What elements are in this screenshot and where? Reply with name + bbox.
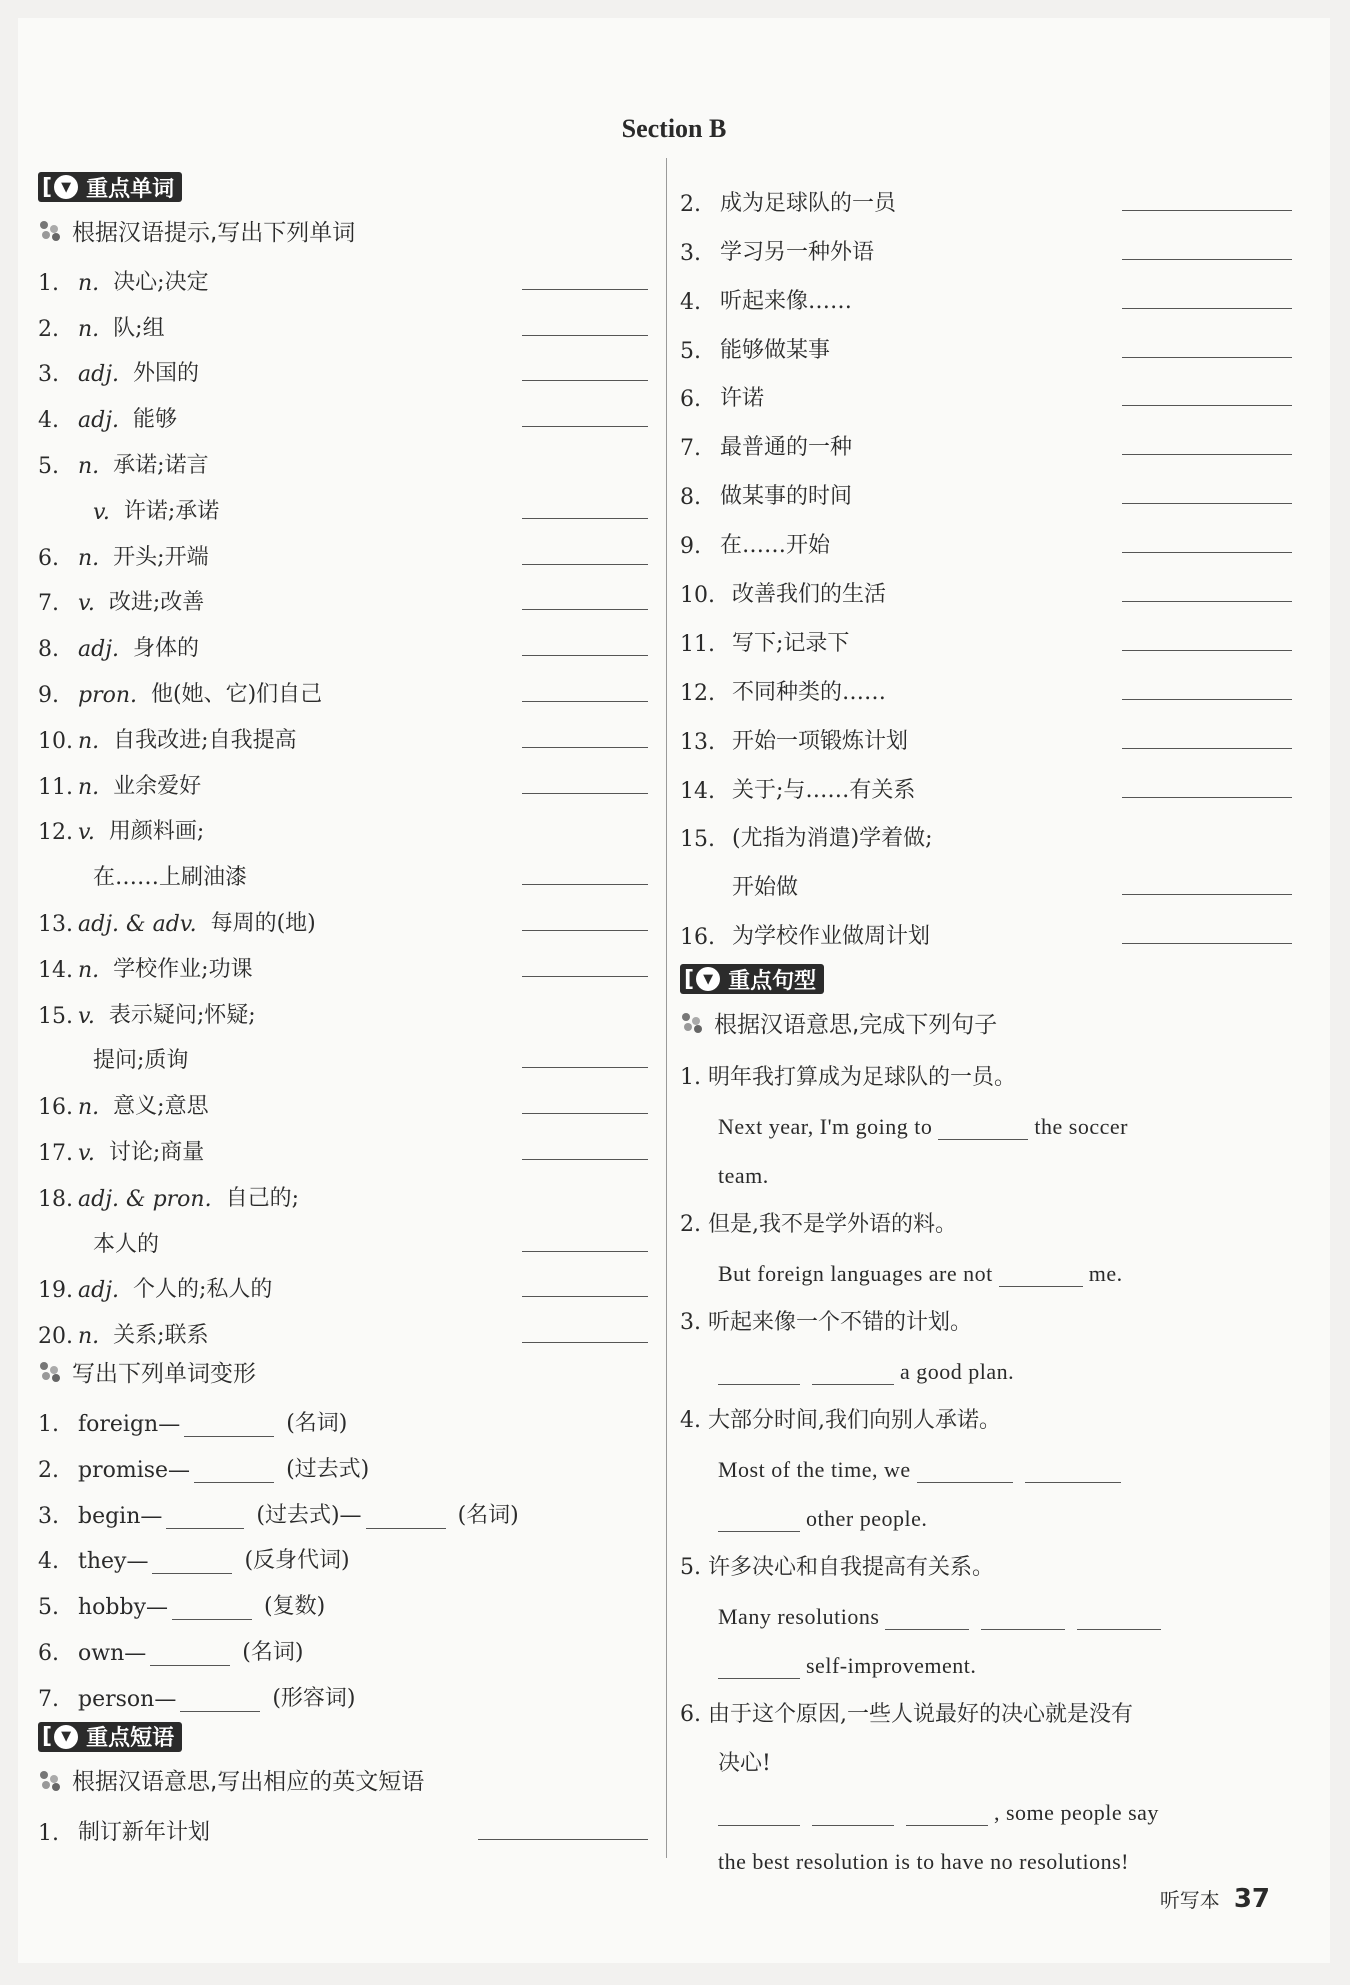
answer-blank[interactable] <box>522 1251 648 1252</box>
phrase-item <box>680 461 1292 510</box>
phrase-meaning: 听起来像…… <box>720 288 853 314</box>
column-divider <box>666 158 667 1858</box>
form-hint: (名词) <box>457 1502 519 1528</box>
answer-blank[interactable] <box>522 1342 648 1343</box>
answer-blank[interactable] <box>366 1504 446 1529</box>
sentence-3-english: a good plan. <box>680 1336 1292 1385</box>
item-number: 8. <box>680 485 701 511</box>
item-number: 1. <box>38 270 59 296</box>
phrase-item <box>680 559 1292 608</box>
answer-blank[interactable] <box>981 1605 1065 1630</box>
phrase-item: 1. 制订新年计划 <box>38 1800 648 1846</box>
word-item <box>38 250 648 296</box>
answer-blank[interactable] <box>522 609 648 610</box>
item-number: 2. <box>38 316 59 342</box>
item-number: 14. <box>38 957 73 983</box>
answer-blank[interactable] <box>917 1458 1013 1483</box>
word-item <box>38 1166 648 1212</box>
sentence-1-english: Next year, I'm going to the soccer <box>718 1114 1128 1140</box>
word-item <box>38 983 648 1029</box>
word-item <box>38 479 648 525</box>
answer-blank[interactable] <box>522 884 648 885</box>
form-hint: (过去式) <box>286 1456 370 1482</box>
phrase-item <box>680 412 1292 461</box>
left-column <box>38 168 648 1846</box>
item-number: 4. <box>38 1549 59 1575</box>
part-of-speech: n. <box>78 774 100 800</box>
sentence-6-chinese-cont: 决心! <box>718 1751 771 1777</box>
item-number: 9. <box>38 682 59 708</box>
answer-blank[interactable] <box>522 564 648 565</box>
bracket-icon: [ <box>42 174 53 200</box>
forms-list <box>38 1391 648 1712</box>
word-item <box>38 708 648 754</box>
answer-blank[interactable] <box>1122 308 1292 309</box>
word-meaning: 他(她、它)们自己 <box>151 681 323 707</box>
word-item <box>38 571 648 617</box>
part-of-speech: v. <box>78 1140 95 1166</box>
phrase-item <box>680 804 1292 853</box>
word-item <box>38 433 648 479</box>
answer-blank[interactable] <box>522 1296 648 1297</box>
page-footer: 听写本 37 <box>1159 1884 1270 1914</box>
sentence-5-english: Many resolutions <box>680 1581 1292 1630</box>
bracket-icon: [ <box>684 966 695 992</box>
part-of-speech: adj. <box>78 1278 120 1304</box>
instruction-forms: 写出下列单词变形 <box>38 1351 648 1391</box>
item-number: 3. <box>680 240 701 266</box>
bracket-icon: [ <box>42 1724 53 1750</box>
sentence-1-english-cont: team. <box>718 1163 769 1189</box>
word-meaning: 表示疑问;怀疑; <box>108 1002 256 1028</box>
form-hint: (名词) <box>286 1410 348 1436</box>
word-meaning: 在……上刷油漆 <box>93 865 248 891</box>
item-number: 8. <box>38 637 59 663</box>
base-word: promise— <box>78 1457 191 1483</box>
part-of-speech: n. <box>78 453 100 479</box>
answer-blank[interactable] <box>522 518 648 519</box>
instruction-words: 根据汉语提示,写出下列单词 <box>38 210 648 250</box>
word-item <box>38 754 648 800</box>
answer-blank[interactable] <box>522 747 648 748</box>
word-item <box>38 296 648 342</box>
item-number: 5. <box>680 338 701 364</box>
phrase-item <box>680 364 1292 413</box>
answer-blank[interactable] <box>718 1507 800 1532</box>
word-item <box>38 1074 648 1120</box>
word-meaning: 自己的; <box>225 1185 300 1211</box>
answer-blank[interactable] <box>194 1458 274 1483</box>
answer-blank[interactable] <box>1122 699 1292 700</box>
word-form-item <box>38 1666 648 1712</box>
right-column <box>680 168 1292 1875</box>
answer-blank[interactable] <box>1122 797 1292 798</box>
answer-blank[interactable] <box>522 1067 648 1068</box>
answer-blank[interactable] <box>184 1412 274 1437</box>
phrase-meaning: 关于;与……有关系 <box>732 777 916 803</box>
answer-blank[interactable] <box>152 1549 232 1574</box>
word-item <box>38 662 648 708</box>
item-number: 1. <box>38 1411 59 1437</box>
item-number: 2. <box>38 1457 59 1483</box>
word-meaning: 本人的 <box>93 1231 160 1257</box>
word-meaning: 开头;开端 <box>113 544 209 570</box>
word-meaning: 业余爱好 <box>113 773 202 799</box>
word-item <box>38 1120 648 1166</box>
sentence-6-english-cont: the best resolution is to have no resolutions! <box>718 1849 1129 1875</box>
phrase-meaning: 许诺 <box>720 386 765 412</box>
answer-blank[interactable] <box>812 1801 894 1826</box>
sentence-5-chinese: 5. 许多决心和自我提高有关系。 <box>680 1555 994 1581</box>
form-hint: (复数) <box>264 1594 326 1620</box>
phrase-item <box>680 755 1292 804</box>
answer-blank[interactable] <box>180 1687 260 1712</box>
instruction-phrases: 根据汉语意思,写出相应的英文短语 <box>38 1760 648 1800</box>
phrase-meaning: 能够做某事 <box>720 337 831 363</box>
part-of-speech: n. <box>78 545 100 571</box>
sentence-1-chinese: 1. 明年我打算成为足球队的一员。 <box>680 1065 1016 1091</box>
item-number: 3. <box>38 1503 59 1529</box>
phrase-item <box>680 852 1292 901</box>
answer-blank[interactable] <box>522 793 648 794</box>
badge-key-sentences: [ ▼ 重点句型 <box>680 964 824 994</box>
answer-blank[interactable] <box>522 1113 648 1114</box>
item-number: 15. <box>38 1003 73 1029</box>
phrase-item <box>680 706 1292 755</box>
sentence-2-english: But foreign languages are not me. <box>718 1261 1123 1287</box>
word-item <box>38 616 648 662</box>
words-list <box>38 250 648 1349</box>
item-number: 14. <box>680 778 715 804</box>
part-of-speech: pron. <box>78 682 138 708</box>
item-number: 16. <box>680 925 715 951</box>
dots-icon <box>38 1360 64 1382</box>
answer-blank[interactable] <box>938 1115 1028 1140</box>
phrase-meaning: 做某事的时间 <box>720 484 853 510</box>
base-word: hobby— <box>78 1595 169 1621</box>
badge-key-phrases: [ ▼ 重点短语 <box>38 1722 182 1752</box>
part-of-speech: n. <box>78 270 100 296</box>
item-number: 16. <box>38 1095 73 1121</box>
phrase-meaning: 为学校作业做周计划 <box>732 924 931 950</box>
base-word: own— <box>78 1640 147 1666</box>
word-meaning: 意义;意思 <box>113 1094 209 1120</box>
badge-key-words: [ ▼ 重点单词 <box>38 172 182 202</box>
word-meaning: 自我改进;自我提高 <box>113 727 297 753</box>
item-number: 15. <box>680 827 715 853</box>
word-item <box>38 1029 648 1075</box>
triangle-down-icon: ▼ <box>54 175 78 199</box>
word-meaning: 学校作业;功课 <box>113 956 253 982</box>
item-number: 17. <box>38 1140 73 1166</box>
answer-blank[interactable] <box>999 1262 1083 1287</box>
triangle-down-icon: ▼ <box>54 1725 78 1749</box>
part-of-speech: n. <box>78 957 100 983</box>
answer-blank[interactable] <box>172 1595 252 1620</box>
part-of-speech: v. <box>78 1003 95 1029</box>
part-of-speech: v. <box>93 499 110 525</box>
word-item <box>38 525 648 571</box>
item-number: 7. <box>680 436 701 462</box>
word-item <box>38 342 648 388</box>
answer-blank[interactable] <box>718 1360 800 1385</box>
word-item <box>38 845 648 891</box>
sentence-6-english: , some people say <box>680 1777 1292 1826</box>
answer-blank[interactable] <box>1077 1605 1161 1630</box>
item-number: 11. <box>680 631 715 657</box>
part-of-speech: adj. <box>78 362 120 388</box>
answer-blank[interactable] <box>1122 357 1292 358</box>
phrase-item <box>680 608 1292 657</box>
answer-blank[interactable] <box>522 380 648 381</box>
base-word: they— <box>78 1549 149 1575</box>
item-number: 4. <box>680 289 701 315</box>
item-number: 10. <box>38 728 73 754</box>
phrase-item <box>680 266 1292 315</box>
word-item <box>38 1258 648 1304</box>
item-number: 3. <box>38 362 59 388</box>
answer-blank[interactable] <box>522 655 648 656</box>
phrase-meaning: 成为足球队的一员 <box>720 190 897 216</box>
word-item <box>38 1303 648 1349</box>
word-form-item <box>38 1529 648 1575</box>
word-meaning: 用颜料画; <box>108 819 205 845</box>
dots-icon <box>38 1769 64 1791</box>
phrase-meaning: 写下;记录下 <box>732 630 850 656</box>
phrase-item <box>680 510 1292 559</box>
part-of-speech: n. <box>78 1095 100 1121</box>
triangle-down-icon: ▼ <box>696 967 720 991</box>
section-title: Section B <box>621 114 727 143</box>
part-of-speech: adj. <box>78 408 120 434</box>
phrase-meaning: 学习另一种外语 <box>720 239 875 265</box>
answer-blank[interactable] <box>1122 259 1292 260</box>
phrase-item <box>680 657 1292 706</box>
form-hint: (反身代词) <box>244 1548 350 1574</box>
instruction-sentences: 根据汉语意思,完成下列句子 <box>680 1002 1292 1042</box>
item-number: 11. <box>38 774 73 800</box>
answer-blank[interactable] <box>1122 748 1292 749</box>
item-number: 9. <box>680 534 701 560</box>
item-number: 7. <box>38 1686 59 1712</box>
item-number: 6. <box>680 387 701 413</box>
word-meaning: 决心;决定 <box>113 269 209 295</box>
dots-icon <box>38 219 64 241</box>
item-number: 6. <box>38 1640 59 1666</box>
part-of-speech: n. <box>78 316 100 342</box>
part-of-speech: adj. & pron. <box>78 1186 212 1212</box>
phrase-item <box>680 901 1292 950</box>
word-meaning: 队;组 <box>113 315 165 341</box>
word-item <box>38 387 648 433</box>
part-of-speech: v. <box>78 820 95 846</box>
part-of-speech: n. <box>78 728 100 754</box>
answer-blank[interactable] <box>1025 1458 1121 1483</box>
page-number: 37 <box>1233 1884 1270 1914</box>
answer-blank[interactable] <box>522 930 648 931</box>
sentence-2-chinese: 2. 但是,我不是学外语的料。 <box>680 1212 957 1238</box>
form-hint: (过去式)— <box>256 1502 362 1528</box>
item-number: 7. <box>38 591 59 617</box>
phrase-item <box>680 168 1292 217</box>
word-form-item <box>38 1620 648 1666</box>
item-number: 5. <box>38 453 59 479</box>
worksheet-page <box>18 18 1330 1963</box>
word-form-item <box>38 1437 648 1483</box>
item-number: 2. <box>680 191 701 217</box>
base-word: person— <box>78 1686 177 1712</box>
answer-blank[interactable] <box>906 1801 988 1826</box>
part-of-speech: adj. & adv. <box>78 911 197 937</box>
part-of-speech: v. <box>78 591 95 617</box>
phrase-meaning: (尤指为消遣)学着做; <box>732 826 933 852</box>
word-meaning: 讨论;商量 <box>108 1139 205 1165</box>
answer-blank[interactable] <box>522 976 648 977</box>
word-meaning: 提问;质询 <box>93 1048 189 1074</box>
answer-blank[interactable] <box>1122 210 1292 211</box>
word-item <box>38 1212 648 1258</box>
word-item <box>38 937 648 983</box>
word-meaning: 个人的;私人的 <box>133 1277 273 1303</box>
word-meaning: 每周的(地) <box>210 910 316 936</box>
item-number: 18. <box>38 1186 73 1212</box>
answer-blank[interactable] <box>522 335 648 336</box>
form-hint: (形容词) <box>272 1685 356 1711</box>
answer-blank[interactable] <box>1122 894 1292 895</box>
answer-blank[interactable] <box>1122 943 1292 944</box>
answer-blank[interactable] <box>1122 503 1292 504</box>
answer-blank[interactable] <box>1122 454 1292 455</box>
answer-blank[interactable] <box>478 1839 648 1840</box>
answer-blank[interactable] <box>522 289 648 290</box>
answer-blank[interactable] <box>812 1360 894 1385</box>
answer-blank[interactable] <box>522 426 648 427</box>
base-word: foreign— <box>78 1411 181 1437</box>
phrase-meaning: 开始做 <box>732 875 799 901</box>
phrase-meaning: 最普通的一种 <box>720 435 853 461</box>
answer-blank[interactable] <box>150 1641 230 1666</box>
sentence-6-chinese: 6. 由于这个原因,一些人说最好的决心就是没有 <box>680 1702 1133 1728</box>
base-word: begin— <box>78 1503 163 1529</box>
word-meaning: 关系;联系 <box>113 1323 209 1349</box>
answer-blank[interactable] <box>1122 650 1292 651</box>
word-meaning: 身体的 <box>133 636 200 662</box>
answer-blank[interactable] <box>718 1801 800 1826</box>
phrase-meaning: 改善我们的生活 <box>732 582 887 608</box>
phrase-meaning: 开始一项锻炼计划 <box>732 728 909 754</box>
item-number: 4. <box>38 408 59 434</box>
answer-blank[interactable] <box>718 1654 800 1679</box>
item-number: 13. <box>680 729 715 755</box>
sentence-4-chinese: 4. 大部分时间,我们向别人承诺。 <box>680 1408 1001 1434</box>
item-number: 10. <box>680 583 715 609</box>
item-number: 6. <box>38 545 59 571</box>
phrase-meaning: 不同种类的…… <box>732 679 887 705</box>
phrases-list <box>680 168 1292 950</box>
phrase-meaning: 在……开始 <box>720 533 831 559</box>
part-of-speech: n. <box>78 1324 100 1350</box>
sentence-3-chinese: 3. 听起来像一个不错的计划。 <box>680 1310 972 1336</box>
word-meaning: 承诺;诺言 <box>113 452 209 478</box>
word-meaning: 外国的 <box>133 361 200 387</box>
answer-blank[interactable] <box>1122 601 1292 602</box>
phrase-item <box>680 315 1292 364</box>
dots-icon <box>680 1011 706 1033</box>
answer-blank[interactable] <box>522 1159 648 1160</box>
sentence-4-english: Most of the time, we <box>680 1434 1292 1483</box>
answer-blank[interactable] <box>166 1504 244 1529</box>
item-number: 19. <box>38 1278 73 1304</box>
word-item <box>38 891 648 937</box>
answer-blank[interactable] <box>885 1605 969 1630</box>
word-meaning: 许诺;承诺 <box>123 498 220 524</box>
answer-blank[interactable] <box>522 701 648 702</box>
form-hint: (名词) <box>242 1639 304 1665</box>
sentence-4-english-cont: other people. <box>680 1483 1292 1532</box>
answer-blank[interactable] <box>1122 405 1292 406</box>
sentence-5-english-cont: self-improvement. <box>680 1630 1292 1679</box>
item-number: 20. <box>38 1324 73 1350</box>
word-item <box>38 800 648 846</box>
word-meaning: 改进;改善 <box>108 590 205 616</box>
item-number: 5. <box>38 1595 59 1621</box>
answer-blank[interactable] <box>1122 552 1292 553</box>
word-meaning: 能够 <box>133 407 178 433</box>
item-number: 12. <box>680 680 715 706</box>
part-of-speech: adj. <box>78 637 120 663</box>
word-form-item <box>38 1483 648 1529</box>
item-number: 13. <box>38 911 73 937</box>
word-form-item <box>38 1391 648 1437</box>
phrase-item <box>680 217 1292 266</box>
item-number: 12. <box>38 820 73 846</box>
word-form-item <box>38 1574 648 1620</box>
